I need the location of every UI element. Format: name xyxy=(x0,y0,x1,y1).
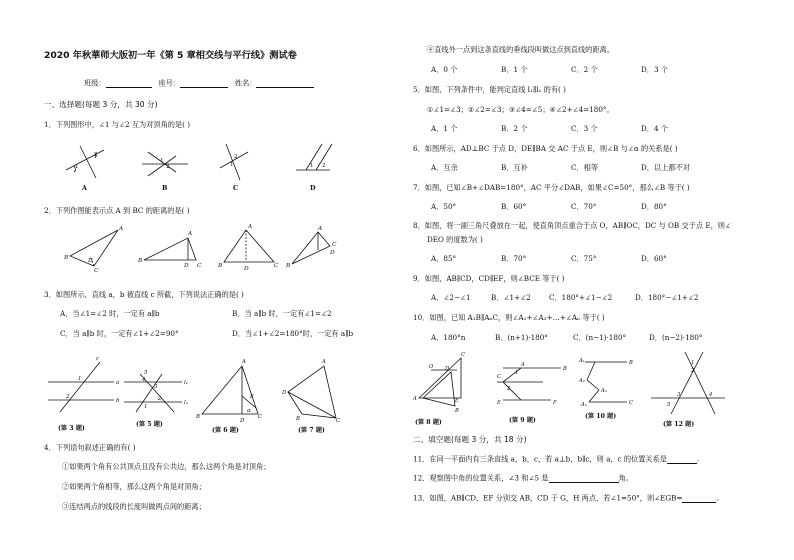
q6-option-d[interactable]: D．以上都不对 xyxy=(641,163,690,172)
q8-option-c[interactable]: C．75° xyxy=(571,254,597,263)
q9-option-c[interactable]: C．180°+∠1−∠2 xyxy=(549,293,613,302)
q4-option-d[interactable]: D．3 个 xyxy=(641,65,668,74)
svg-text:A₁: A₁ xyxy=(579,358,585,364)
q13-row: 13．如图，AB∥CD，EF 分别交 AB，CD 于 G，H 两点，若∠1=50°，则∠EGB= . xyxy=(413,493,719,503)
svg-text:B: B xyxy=(286,263,291,269)
seat-field[interactable] xyxy=(180,79,228,88)
q11-stem: 11．在同一平面内有三条直线 a，b，c，若 a⊥b，b∥c，则 a，c 的位置关系是 xyxy=(413,454,667,464)
q5-option-c[interactable]: C．3 个 xyxy=(571,124,598,133)
svg-text:D: D xyxy=(244,266,249,272)
q9-option-b[interactable]: B．∠1+∠2 xyxy=(491,293,531,302)
fig-q12-caption: (第 12 题) xyxy=(663,421,695,428)
section2-title: 二、填空题(每题 3 分，共 18 分) xyxy=(413,435,527,444)
q4-options xyxy=(431,66,668,74)
q10-option-d[interactable]: D．(n−2)·180° xyxy=(649,333,703,342)
fig-q7-caption: (第 7 题) xyxy=(298,427,325,434)
q5-option-a[interactable]: A．1 个 xyxy=(431,124,458,133)
q4-item-4: ④直线外一点到这条直线的垂线段叫做这点到直线的距离。 xyxy=(427,45,614,54)
q12-stem: 12．观察图中角的位置关系，∠3 和∠5 是 xyxy=(413,473,549,483)
page-title: 2020 年秋華师大版初一年《第 5 章相交线与平行线》测试卷 xyxy=(44,50,297,61)
q6-options xyxy=(431,164,690,172)
svg-text:D: D xyxy=(282,390,287,396)
svg-text:C: C xyxy=(197,263,202,269)
fig-q9-caption: (第 9 题) xyxy=(509,417,536,424)
q6-option-b[interactable]: B．互补 xyxy=(501,163,528,172)
q7-options xyxy=(431,203,667,211)
svg-text:2: 2 xyxy=(507,386,511,392)
q10-option-a[interactable]: A．180°n xyxy=(431,333,466,342)
svg-text:l₁: l₁ xyxy=(184,380,188,386)
q7-option-a[interactable]: A．50° xyxy=(431,202,457,211)
class-field[interactable] xyxy=(106,79,152,88)
q6-option-a[interactable]: A．互余 xyxy=(431,163,458,172)
svg-text:A: A xyxy=(413,396,417,402)
svg-text:b: b xyxy=(116,398,120,404)
q3-option-d[interactable]: D．当∠1+∠2=180°时，一定有 a∥b xyxy=(232,329,354,338)
q8-stem: 8．如图，将一副三角尺叠放在一起，使直角顶点重合于点 O，AB∥OC，DC 与 OB 交于点 E，则∠ xyxy=(413,221,731,230)
section1-title: 一、选择题(每题 3 分，共 30 分) xyxy=(44,100,158,109)
q13-answer-blank[interactable] xyxy=(682,494,716,503)
svg-text:2: 2 xyxy=(158,396,162,402)
svg-text:5: 5 xyxy=(667,402,671,408)
q5-options xyxy=(431,125,668,133)
svg-text:D: D xyxy=(445,366,450,372)
svg-text:a: a xyxy=(116,380,120,386)
q10-options xyxy=(431,334,702,342)
q12-row xyxy=(413,474,633,483)
q1-label-a: A xyxy=(82,184,87,192)
q10-option-b[interactable]: B．(n+1)·180° xyxy=(495,333,548,342)
q9-option-a[interactable]: A．∠2−∠1 xyxy=(431,293,471,302)
svg-text:1: 1 xyxy=(144,404,148,410)
svg-text:5: 5 xyxy=(144,370,148,376)
svg-text:C: C xyxy=(258,414,263,420)
q5-stem: 5．如图，下列条件中，能判定直线 l₁∥l₂ 的有( ) xyxy=(413,85,566,94)
svg-text:2: 2 xyxy=(691,368,695,374)
svg-text:D: D xyxy=(184,263,189,269)
svg-text:B: B xyxy=(64,255,69,261)
q8-q12-figures xyxy=(411,350,731,428)
q1-stem: 1．下列图形中，∠1 与∠2 互为对顶角的是( ) xyxy=(44,120,191,129)
q12-tail: 角。 xyxy=(618,473,633,483)
q3-option-a[interactable]: A．当∠1=∠2 时，一定有 a∥b xyxy=(60,309,160,318)
fig-q10-caption: (第 10 题) xyxy=(585,413,617,420)
class-label: 班级： xyxy=(84,78,106,88)
svg-text:C: C xyxy=(629,400,633,406)
svg-text:1: 1 xyxy=(160,158,164,164)
q4-item-1: ①如果两个角有公共顶点且没有公共边，那么这两个角是对顶角； xyxy=(62,462,271,471)
svg-text:C: C xyxy=(497,374,501,380)
fig-q6-caption: (第 6 题) xyxy=(212,427,239,434)
svg-text:A: A xyxy=(318,226,323,232)
svg-text:B: B xyxy=(563,366,567,372)
svg-text:2: 2 xyxy=(94,152,98,158)
svg-text:F: F xyxy=(553,400,557,406)
svg-text:2: 2 xyxy=(66,394,70,400)
svg-text:D: D xyxy=(330,250,335,256)
svg-text:D: D xyxy=(240,418,245,424)
svg-text:α: α xyxy=(247,408,251,414)
q11-answer-blank[interactable] xyxy=(667,455,697,464)
fig-q5-caption: (第 5 题) xyxy=(136,421,163,428)
q12-answer-blank[interactable] xyxy=(549,474,619,483)
q3-stem: 3．如图所示，直线 a，b 被直线 c 所截，下列说法正确的是( ) xyxy=(44,290,244,299)
q8-options xyxy=(431,255,667,263)
svg-text:B: B xyxy=(218,263,223,269)
q7-option-c[interactable]: C．70° xyxy=(571,202,597,211)
q9-options xyxy=(431,294,699,302)
q7-stem: 7．如图，已知∠B+∠DAB=180°，AC 平分∠DAB，如果∠C=50°，那么∠B 等于( ) xyxy=(413,183,690,192)
fig-q3-caption: (第 3 题) xyxy=(58,425,85,432)
q4-item-2: ②如果两个角相等，那么这两个角是对顶角； xyxy=(62,482,206,491)
q13-stem: 13．如图，AB∥CD，EF 分别交 AB，CD 于 G，H 两点，若∠1=50°，则∠EGB= xyxy=(413,493,683,503)
svg-text:1: 1 xyxy=(515,370,519,376)
svg-text:3: 3 xyxy=(154,384,158,390)
svg-text:C: C xyxy=(461,352,465,358)
q3-option-c[interactable]: C．当 a∥b 时，一定有∠1+∠2=90° xyxy=(60,329,179,338)
svg-text:4: 4 xyxy=(142,377,146,383)
q5-option-d[interactable]: D．4 个 xyxy=(641,124,668,133)
name-field[interactable] xyxy=(256,79,314,88)
svg-text:2: 2 xyxy=(322,163,326,169)
q10-stem: 10．如图，已知 A₁B∥AₙC，则∠A₁+∠A₂+…+∠Aₙ 等于( ) xyxy=(413,313,605,322)
q2-stem: 2．下列作图能表示点 A 到 BC 的距离的是( ) xyxy=(44,206,190,215)
seat-label: 座号： xyxy=(158,78,181,88)
svg-text:B: B xyxy=(455,408,459,414)
q8-option-b[interactable]: B．70° xyxy=(501,254,527,263)
svg-text:Aₙ: Aₙ xyxy=(581,402,587,408)
svg-text:4: 4 xyxy=(709,392,713,398)
svg-text:1: 1 xyxy=(78,376,82,382)
svg-text:A₂: A₂ xyxy=(579,378,585,384)
q5-option-b[interactable]: B．2 个 xyxy=(501,124,528,133)
svg-text:C: C xyxy=(274,263,279,269)
name-label: 姓名： xyxy=(234,78,257,88)
q4-item-3: ③连结两点的线段的长度叫做两点间的距离； xyxy=(62,502,206,511)
q7-option-b[interactable]: B．60° xyxy=(501,202,527,211)
svg-text:1: 1 xyxy=(75,164,79,170)
svg-text:C: C xyxy=(332,242,337,248)
q4-option-b[interactable]: B．1 个 xyxy=(501,65,528,74)
q10-option-c[interactable]: C．(n−1)·180° xyxy=(573,333,627,342)
q4-option-a[interactable]: A．0 个 xyxy=(431,65,458,74)
svg-text:A: A xyxy=(188,231,193,237)
q6-stem: 6．如图所示，AD⊥BC 于点 D，DE∥BA 交 AC 于点 E，则∠B 与∠α 的关系是( ) xyxy=(413,144,678,153)
q9-option-d[interactable]: D．180°−∠1+∠2 xyxy=(635,293,699,302)
svg-text:c: c xyxy=(96,356,100,362)
svg-text:3: 3 xyxy=(677,392,681,398)
svg-text:A: A xyxy=(242,359,246,365)
svg-text:B: B xyxy=(196,414,200,420)
svg-text:A: A xyxy=(521,362,525,368)
svg-text:1: 1 xyxy=(310,163,314,169)
q4-stem: 4．下列语句叙述正确的有( ) xyxy=(44,443,136,452)
svg-text:A: A xyxy=(119,226,124,232)
q3-option-b[interactable]: B．当 a∥b 时，一定有∠1=∠2 xyxy=(232,309,332,318)
svg-text:C: C xyxy=(94,268,99,274)
q4-option-c[interactable]: C．2 个 xyxy=(571,65,598,74)
svg-text:1: 1 xyxy=(691,360,695,366)
fig-q8-caption: (第 8 题) xyxy=(415,419,442,426)
q3-q7-figures xyxy=(44,352,364,434)
svg-text:B: B xyxy=(138,258,143,264)
svg-text:2: 2 xyxy=(166,164,170,170)
svg-text:D: D xyxy=(88,258,93,264)
q9-stem: 9．如图，AB∥CD，CD∥EF，则∠BCE 等于( ) xyxy=(413,274,565,283)
svg-text:B: B xyxy=(629,360,633,366)
q7-option-d[interactable]: D．80° xyxy=(641,202,667,211)
svg-text:C: C xyxy=(336,418,341,424)
svg-text:E: E xyxy=(455,398,459,404)
svg-text:A: A xyxy=(248,224,253,230)
q1-label-b: B xyxy=(162,184,168,192)
q11-row: 11．在同一平面内有三条直线 a，b，c，若 a⊥b，b∥c，则 a，c 的位置关系是 . xyxy=(413,454,700,464)
q1-label-c: C xyxy=(233,184,239,192)
q5-conditions: ①∠1=∠3；②∠2=∠3；③∠4=∠5；④∠2+∠4=180°。 xyxy=(427,105,614,114)
svg-text:E: E xyxy=(250,394,254,400)
q6-option-c[interactable]: C．相等 xyxy=(571,163,599,172)
q8-stem-cont: DEO 的度数为( ) xyxy=(427,235,483,244)
svg-text:A: A xyxy=(322,359,326,365)
q1-label-d: D xyxy=(310,184,316,192)
svg-text:E: E xyxy=(497,400,501,406)
svg-text:A₃: A₃ xyxy=(601,388,607,394)
q1-figures xyxy=(60,138,360,194)
q2-figures xyxy=(60,222,360,274)
q8-option-a[interactable]: A．85° xyxy=(431,254,457,263)
svg-text:l₂: l₂ xyxy=(184,400,188,406)
svg-text:B: B xyxy=(296,416,300,422)
svg-text:2: 2 xyxy=(234,154,238,160)
student-info-row xyxy=(84,79,314,88)
q8-option-d[interactable]: D．60° xyxy=(641,254,667,263)
svg-text:O: O xyxy=(429,364,434,370)
svg-text:1: 1 xyxy=(230,162,234,168)
